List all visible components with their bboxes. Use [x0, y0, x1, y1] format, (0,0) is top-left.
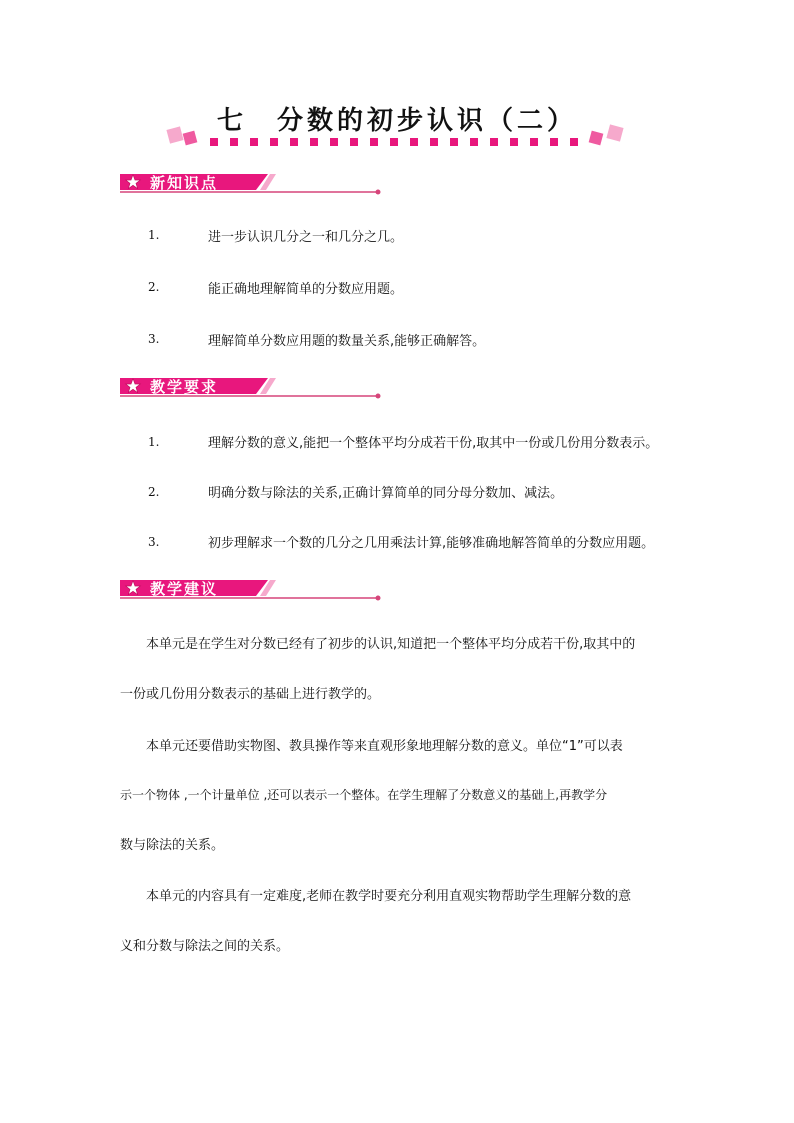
star-icon	[124, 174, 142, 190]
paragraph-line: 示一个物体 ,一个计量单位 ,还可以表示一个整体。在学生理解了分数意义的基础上,再教学分	[120, 788, 608, 802]
list-item-number: 1.	[148, 228, 160, 242]
list-item-text: 理解简单分数应用题的数量关系,能够正确解答。	[208, 334, 486, 349]
section-header-new-knowledge	[120, 172, 382, 198]
paragraph-line: 本单元的内容具有一定难度,老师在教学时要充分利用直观实物帮助学生理解分数的意	[146, 889, 632, 904]
paragraph-line: 本单元是在学生对分数已经有了初步的认识,知道把一个整体平均分成若干份,取其中的	[146, 637, 636, 652]
list-item-number: 3.	[148, 332, 160, 346]
list-item-text: 初步理解求一个数的几分之几用乘法计算,能够准确地解答简单的分数应用题。	[208, 536, 655, 551]
title-decoration	[162, 124, 632, 156]
list-item-text: 能正确地理解简单的分数应用题。	[208, 282, 404, 297]
list-item-number: 2.	[148, 485, 160, 499]
list-item-number: 1.	[148, 435, 160, 449]
section-label: 教学建议	[150, 580, 219, 598]
list-item-number: 3.	[148, 535, 160, 549]
paragraph-line: 一份或几份用分数表示的基础上进行教学的。	[120, 687, 381, 702]
section-label: 教学要求	[150, 378, 219, 396]
list-item-text: 理解分数的意义,能把一个整体平均分成若干份,取其中一份或几份用分数表示。	[208, 436, 659, 451]
star-icon	[124, 580, 142, 596]
paragraph-line: 义和分数与除法之间的关系。	[120, 939, 290, 954]
section-header-teaching-suggestions	[120, 578, 382, 604]
star-icon	[124, 378, 142, 394]
paragraph-line: 本单元还要借助实物图、教具操作等来直观形象地理解分数的意义。单位“1”可以表	[146, 739, 623, 754]
list-item-text: 进一步认识几分之一和几分之几。	[208, 230, 404, 245]
paragraph-line: 数与除法的关系。	[120, 838, 225, 853]
list-item-text: 明确分数与除法的关系,正确计算简单的同分母分数加、减法。	[208, 486, 564, 501]
section-header-teaching-requirements	[120, 376, 382, 402]
page-title: 七 分数的初步认识（二）	[216, 106, 577, 136]
list-item-number: 2.	[148, 280, 160, 294]
section-label: 新知识点	[150, 174, 219, 192]
